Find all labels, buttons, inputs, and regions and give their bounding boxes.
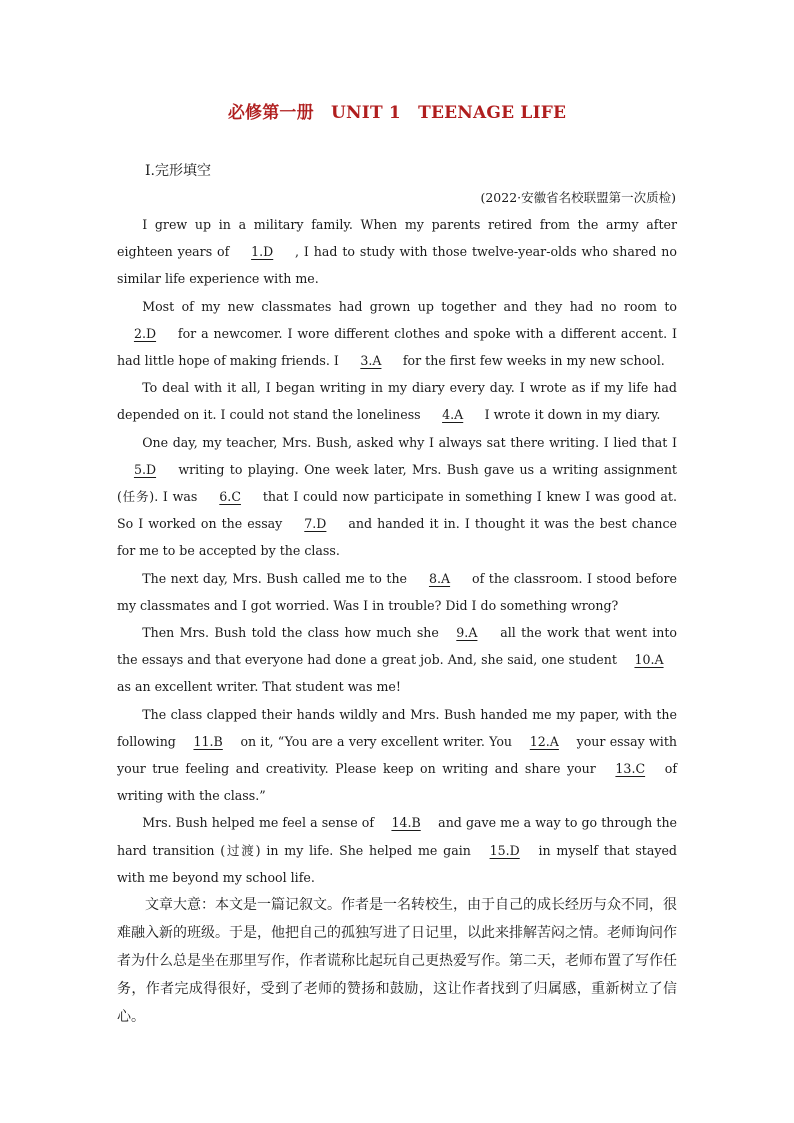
passage-text: on it, “You are a very excellent writer. You	[236, 733, 517, 749]
answer-blank-5: 5.D	[133, 461, 157, 477]
passage	[117, 211, 677, 1031]
passage-text: Mrs. Bush helped me feel a sense of	[142, 815, 379, 831]
passage-text: The class clapped their hands wildly and Mrs. Bush handed me my paper, with the following	[117, 706, 677, 749]
paragraph-6	[117, 619, 677, 701]
page-title: 必修第一册 UNIT 1 TEENAGE LIFE	[227, 103, 567, 123]
paragraph-1	[117, 211, 677, 293]
answer-blank-6: 6.C	[219, 489, 241, 505]
passage-text: that I could now participate in something I knew I was good at. So I worked on the essay	[117, 489, 677, 532]
answer-blank-4: 4.A	[442, 407, 464, 423]
answer-blank-13: 13.C	[615, 761, 646, 777]
answer-blank-9: 9.A	[456, 625, 478, 641]
passage-text: in myself that stayed with me beyond my school life.	[117, 842, 677, 885]
paragraph-4	[117, 429, 677, 565]
passage-text: for a newcomer. I wore different clothes and spoke with a different accent. I had little hope of making friends. I	[117, 325, 677, 369]
passage-text: To deal with it all, I began writing in my diary every day. I wrote as if my life had depended on it. I could not stand the loneliness	[117, 380, 677, 423]
passage-text: Most of my new classmates had grown up together and they had no room to	[142, 298, 677, 314]
answer-blank-14: 14.B	[391, 815, 421, 831]
passage-text: and handed it in. I thought it was the best chance for me to be accepted by the class.	[117, 516, 677, 559]
answer-blank-7: 7.D	[304, 516, 327, 532]
answer-blank-10: 10.A	[634, 652, 664, 668]
passage-text: I grew up in a military family. When my parents retired from the army after eighteen years of	[117, 217, 677, 260]
answer-blank-12: 12.A	[529, 733, 559, 749]
passage-text: writing to playing. One week later, Mrs. Bush gave us a writing assignment (任务). I was	[117, 461, 677, 505]
passage-text: for the first few weeks in my new school.	[398, 353, 665, 369]
answer-blank-11: 11.B	[193, 733, 223, 749]
passage-text: , I had to study with those twelve-year-olds who shared no similar life experience with me.	[117, 244, 677, 287]
passage-text: of the classroom. I stood before my classmates and I got worried. Was I in trouble? Did I do something wrong?	[117, 570, 677, 613]
passage-text: and gave me a way to go through the hard transition (过渡) in my life. She helped me gain	[117, 815, 678, 858]
passage-text: your essay with your true feeling and creativity. Please keep on writing and share your	[117, 733, 677, 777]
answer-blank-8: 8.A	[428, 570, 451, 586]
paragraph-3	[117, 374, 677, 428]
passage-text: as an excellent writer. That student was me!	[117, 679, 401, 695]
passage-text: I wrote it down in my diary.	[480, 407, 661, 423]
source-note: (2022·安徽省名校联盟第一次质检)	[480, 190, 676, 205]
passage-text: Then Mrs. Bush told the class how much she	[142, 625, 439, 641]
answer-blank-1: 1.D	[251, 244, 274, 260]
passage-text: One day, my teacher, Mrs. Bush, asked why I always sat there writing. I lied that I	[142, 434, 677, 450]
passage-text: of writing with the class.”	[117, 761, 677, 804]
summary-paragraph: 文章大意：本文是一篇记叙文。作者是一名转校生，由于自己的成长经历与众不同，很难融入新的班级。于是，他把自己的孤独写进了日记里，以此来排解苦闷之情。老师询问作者为什么总是坐在那里写作，作者谎称比起玩自己更热爱写作。第二天，老师布置了写作任务，作者完成得很好，受到了老师的赞扬和鼓励，这让作者找到了归属感，重新树立了信心。	[117, 897, 677, 1026]
answer-blank-3: 3.A	[360, 353, 382, 369]
answer-blank-2: 2.D	[133, 325, 157, 341]
passage-text: all the work that went into the essays and that everyone had done a great job. And, she said, one student	[117, 625, 677, 668]
paragraph-7	[117, 701, 677, 810]
paragraph-2	[117, 293, 677, 375]
paragraph-8	[117, 809, 677, 891]
paragraph-5	[117, 565, 677, 619]
section-heading: Ⅰ.完形填空	[145, 163, 211, 179]
passage-text: The next day, Mrs. Bush called me to the	[142, 570, 412, 586]
answer-blank-15: 15.D	[489, 842, 520, 858]
